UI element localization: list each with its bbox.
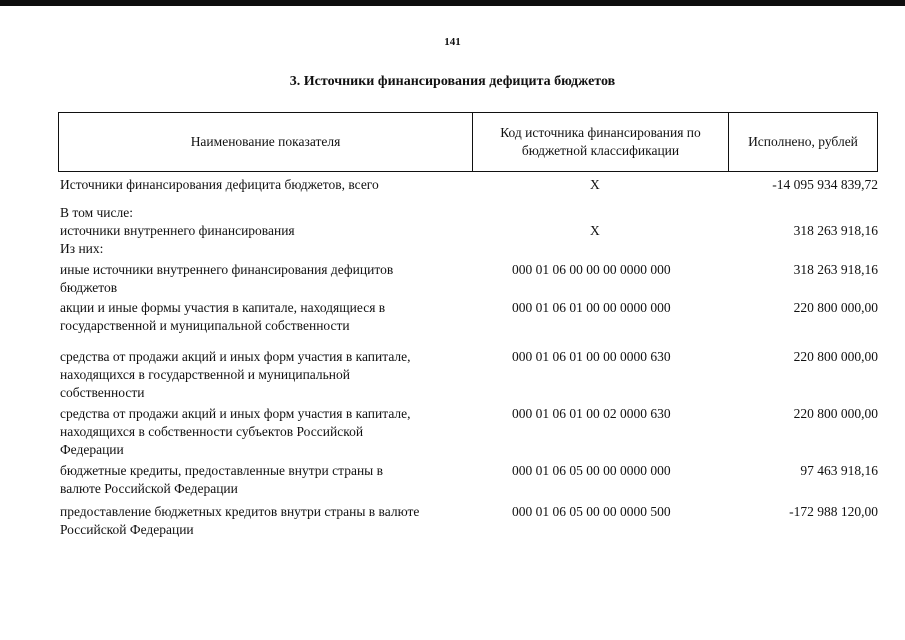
row-name-line: находящихся в государственной и муниципальной <box>60 367 351 382</box>
header-amount-line: Исполнено, рублей <box>748 134 858 149</box>
row-name-line: источники внутреннего финансирования <box>60 223 295 238</box>
row-name-line: Из них: <box>60 241 104 256</box>
row-name-line: акции и иные формы участия в капитале, находящиеся в <box>60 300 386 315</box>
row-name <box>60 240 480 258</box>
row-name-line: В том числе: <box>60 205 133 220</box>
row-name-line: иные источники внутреннего финансирования дефицитов <box>60 262 394 277</box>
row-amount: -14 095 934 839,72 <box>772 177 878 192</box>
row-code: X <box>590 223 600 238</box>
row-name-line: бюджетные кредиты, предоставленные внутри страны в <box>60 463 383 478</box>
row-code: 000 01 06 00 00 00 0000 000 <box>512 262 671 277</box>
row-name <box>60 405 480 459</box>
row-code: 000 01 06 05 00 00 0000 500 <box>512 504 671 519</box>
row-name-line: валюте Российской Федерации <box>60 481 238 496</box>
header-name-line: Наименование показателя <box>190 134 341 149</box>
header-code-line: Код источника финансирования по <box>500 125 701 140</box>
row-amount: 220 800 000,00 <box>793 349 878 364</box>
section-title: 3. Источники финансирования дефицита бюджетов <box>289 74 616 89</box>
row-name <box>60 222 480 240</box>
row-name <box>60 204 480 222</box>
row-name-line: Российской Федерации <box>60 522 194 537</box>
row-code: 000 01 06 01 00 02 0000 630 <box>512 406 671 421</box>
row-name-line: средства от продажи акций и иных форм участия в капитале, <box>60 406 411 421</box>
row-name <box>60 462 480 498</box>
row-name <box>60 176 480 194</box>
row-amount: 318 263 918,16 <box>793 262 878 277</box>
row-name-line: государственной и муниципальной собственности <box>60 318 350 333</box>
row-name-line: находящихся в собственности субъектов Российской <box>60 424 364 439</box>
row-code: 000 01 06 01 00 00 0000 630 <box>512 349 671 364</box>
row-name-line: средства от продажи акций и иных форм участия в капитале, <box>60 349 411 364</box>
row-name-line: Источники финансирования дефицита бюджетов, всего <box>60 177 379 192</box>
header-code-line: бюджетной классификации <box>521 143 680 158</box>
row-name-line: бюджетов <box>60 280 118 295</box>
row-name-line: предоставление бюджетных кредитов внутри страны в валюте <box>60 504 420 519</box>
row-name-line: собственности <box>60 385 145 400</box>
row-amount: -172 988 120,00 <box>789 504 878 519</box>
row-name-line: Федерации <box>60 442 124 457</box>
row-code: 000 01 06 01 00 00 0000 000 <box>512 300 671 315</box>
row-amount: 220 800 000,00 <box>793 300 878 315</box>
row-name <box>60 503 480 539</box>
row-code: X <box>590 177 600 192</box>
row-amount: 97 463 918,16 <box>800 463 878 478</box>
row-name <box>60 299 480 335</box>
row-name <box>60 261 480 297</box>
row-amount: 220 800 000,00 <box>793 406 878 421</box>
row-name <box>60 348 480 402</box>
row-code: 000 01 06 05 00 00 0000 000 <box>512 463 671 478</box>
page-number: 141 <box>444 36 461 48</box>
row-amount: 318 263 918,16 <box>793 223 878 238</box>
